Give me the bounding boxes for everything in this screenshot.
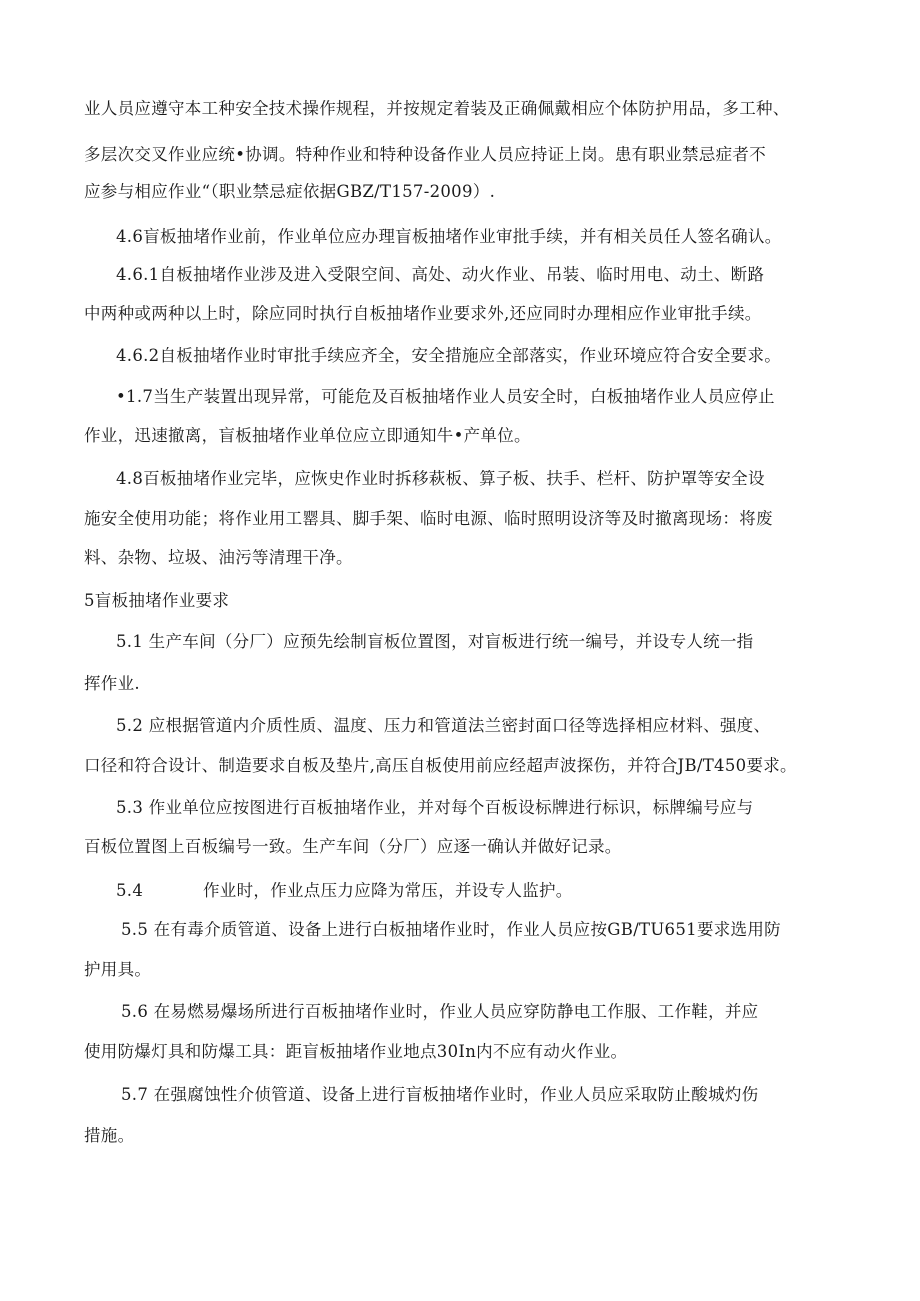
para-5-7-line-1: 5.7 在强腐蚀性介侦管道、设备上进行盲板抽堵作业时，作业人员应采取防止酸城灼伤 (121, 1085, 759, 1104)
para-5-4-number: 5.4 (116, 881, 144, 900)
para-5-6-line-2: 使用防爆灯具和防爆工具：距盲板抽堵作业地点30In内不应有动火作业。 (84, 1042, 628, 1061)
intro-line-3: 应参与相应作业“（职业禁忌症依据GBZ/T157-2009）. (84, 182, 496, 201)
para-5-1-line-2: 挥作业. (84, 674, 140, 693)
intro-line-2: 多层次交叉作业应统•协调。特种作业和特种设备作业人员应持证上岗。患有职业禁忌症者不 (84, 145, 767, 164)
para-4-6-1-line-1: 4.6.1自板抽堵作业涉及进入受限空间、高处、动火作业、吊装、临时用电、动土、断路 (116, 265, 765, 284)
para-4-6: 4.6盲板抽堵作业前，作业单位应办理盲板抽堵作业审批手续，并有相关员任人签名确认。 (116, 227, 782, 246)
para-5-7-line-2: 措施。 (84, 1126, 135, 1145)
para-4-6-1-line-2: 中两种或两种以上时，除应同时执行自板抽堵作业要求外,还应同时办理相应作业审批手续。 (84, 304, 762, 323)
para-4-8-line-2: 施安全使用功能；将作业用工罂具、脚手架、临时电源、临时照明设济等及时撤离现场：将废 (84, 509, 773, 528)
para-5-1-line-1: 5.1 生产车间（分厂）应预先绘制盲板位置图，对盲板进行统一编号，并设专人统一指 (116, 632, 754, 651)
para-5-4-text: 作业时，作业点压力应降为常压，并设专人监护。 (203, 881, 573, 900)
para-4-7-line-2: 作业，迅速撤离，盲板抽堵作业单位应立即通知牛•产单位。 (84, 426, 531, 445)
para-4-6-2: 4.6.2自板抽堵作业时审批手续应齐全，安全措施应全部落实，作业环境应符合安全要求。 (116, 346, 782, 365)
intro-line-1: 业人员应遵守本工种安全技术操作规程，并按规定着装及正确佩戴相应个体防护用品，多工种、 (84, 99, 790, 118)
para-5-3-line-1: 5.3 作业单位应按图进行百板抽堵作业，并对每个百板设标牌进行标识，标牌编号应与 (116, 798, 754, 817)
para-5-3-line-2: 百板位置图上百板编号一致。生产车间（分厂）应逐一确认并做好记录。 (84, 837, 622, 856)
para-5-2-line-2: 口径和符合设计、制造要求自板及垫片,高压自板使用前应经超声波探伤，并符合JB/T450要求。 (84, 756, 797, 775)
para-5-5-line-1: 5.5 在有毒介质管道、设备上进行白板抽堵作业时，作业人员应按GB/TU651要求选用防 (121, 920, 781, 939)
para-4-8-line-3: 料、杂物、垃圾、油污等清理干净。 (84, 548, 353, 567)
para-4-7-line-1: •1.7当生产装置出现异常，可能危及百板抽堵作业人员安全时，白板抽堵作业人员应停止 (116, 387, 775, 406)
para-4-8-line-1: 4.8百板抽堵作业完毕，应恢史作业时拆移萩板、算子板、扶手、栏杆、防护罩等安全设 (116, 469, 765, 488)
para-5-2-line-1: 5.2 应根据管道内介质性质、温度、压力和管道法兰密封面口径等选择相应材料、强度、 (116, 716, 771, 735)
section-5-heading: 5盲板抽堵作业要求 (84, 591, 230, 610)
para-5-5-line-2: 护用具。 (84, 960, 152, 979)
para-5-6-line-1: 5.6 在易燃易爆场所进行百板抽堵作业时，作业人员应穿防静电工作服、工作鞋，并应 (121, 1002, 759, 1021)
